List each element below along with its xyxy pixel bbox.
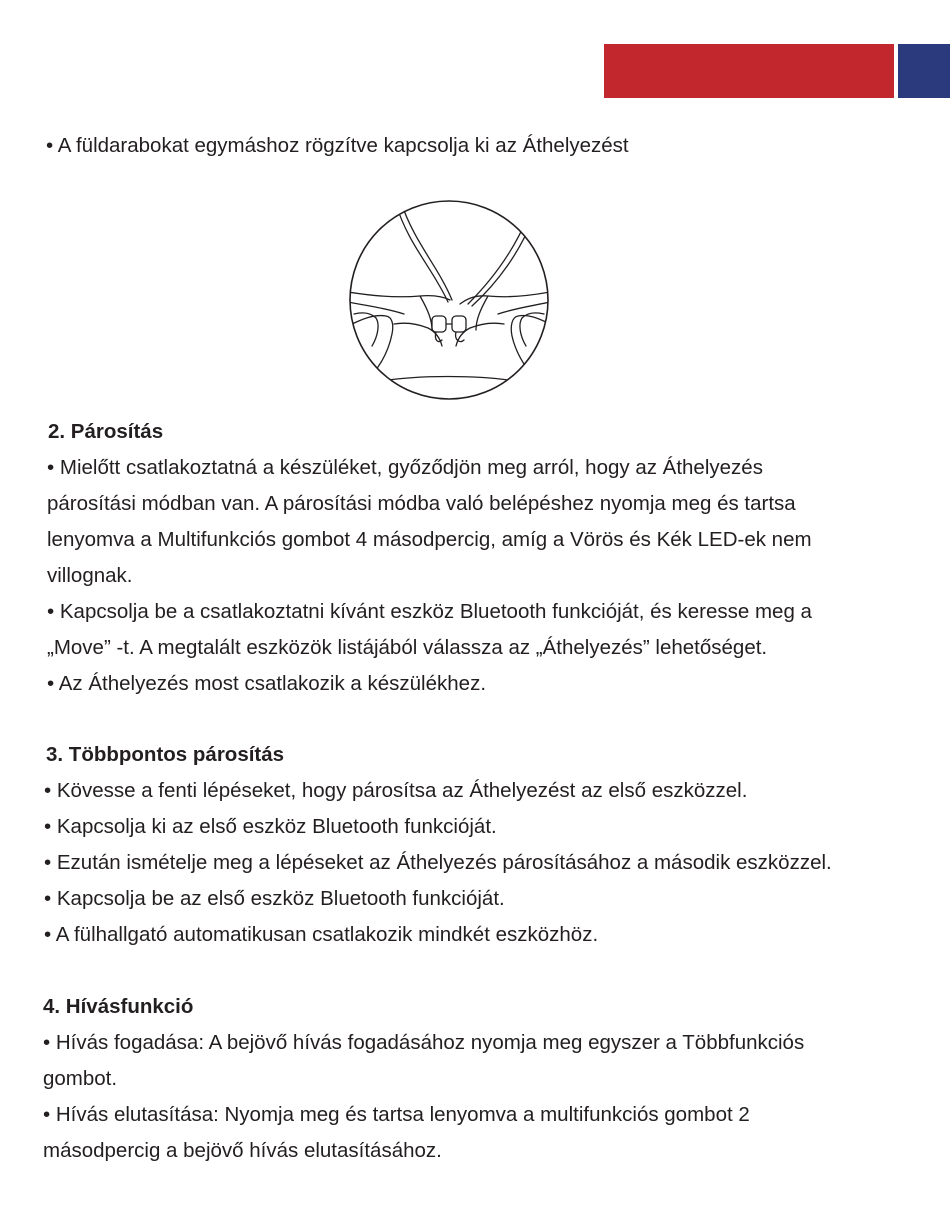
section4-line-1: • Hívás fogadása: A bejövő hívás fogadásához nyomja meg egyszer a Többfunkciós xyxy=(43,1031,805,1054)
section3-line-4: • Kapcsolja be az első eszköz Bluetooth funkcióját. xyxy=(44,887,505,910)
section2-line-4: villognak. xyxy=(47,564,133,587)
section4-line-4: másodpercig a bejövő hívás elutasításához. xyxy=(43,1139,442,1162)
section2-line-1: • Mielőtt csatlakoztatná a készüléket, győződjön meg arról, hogy az Áthelyezés xyxy=(47,456,763,479)
section4-line-3: • Hívás elutasítása: Nyomja meg és tartsa lenyomva a multifunkciós gombot 2 xyxy=(43,1103,750,1126)
section3-line-1: • Kövesse a fenti lépéseket, hogy párosítsa az Áthelyezést az első eszközzel. xyxy=(44,779,748,802)
section3-line-5: • A fülhallgató automatikusan csatlakozik mindkét eszközhöz. xyxy=(44,923,599,946)
hands-joining-earbuds-illustration xyxy=(348,174,550,426)
section3-line-3: • Ezután ismételje meg a lépéseket az Áthelyezés párosításához a második eszközzel. xyxy=(44,851,832,874)
section4-heading: 4. Hívásfunkció xyxy=(43,995,194,1018)
section2-line-3: lenyomva a Multifunkciós gombot 4 másodpercig, amíg a Vörös és Kék LED-ek nem xyxy=(47,528,812,551)
section3-heading: 3. Többpontos párosítás xyxy=(46,743,285,766)
intro-bullet: • A füldarabokat egymáshoz rögzítve kapcsolja ki az Áthelyezést xyxy=(46,134,629,157)
section2-line-2: párosítási módban van. A párosítási módba való belépéshez nyomja meg és tartsa xyxy=(47,492,796,515)
section2-line-5: • Kapcsolja be a csatlakoztatni kívánt eszköz Bluetooth funkcióját, és keresse meg a xyxy=(47,600,812,623)
header-blue-bar xyxy=(898,44,950,98)
section3-line-2: • Kapcsolja ki az első eszköz Bluetooth funkcióját. xyxy=(44,815,497,838)
section2-line-6: „Move” -t. A megtalált eszközök listájából válassza az „Áthelyezés” lehetőséget. xyxy=(47,636,768,659)
section4-line-2: gombot. xyxy=(43,1067,118,1090)
section2-heading: 2. Párosítás xyxy=(48,420,164,443)
section2-line-7: • Az Áthelyezés most csatlakozik a készülékhez. xyxy=(47,672,487,695)
header-red-bar xyxy=(604,44,894,98)
